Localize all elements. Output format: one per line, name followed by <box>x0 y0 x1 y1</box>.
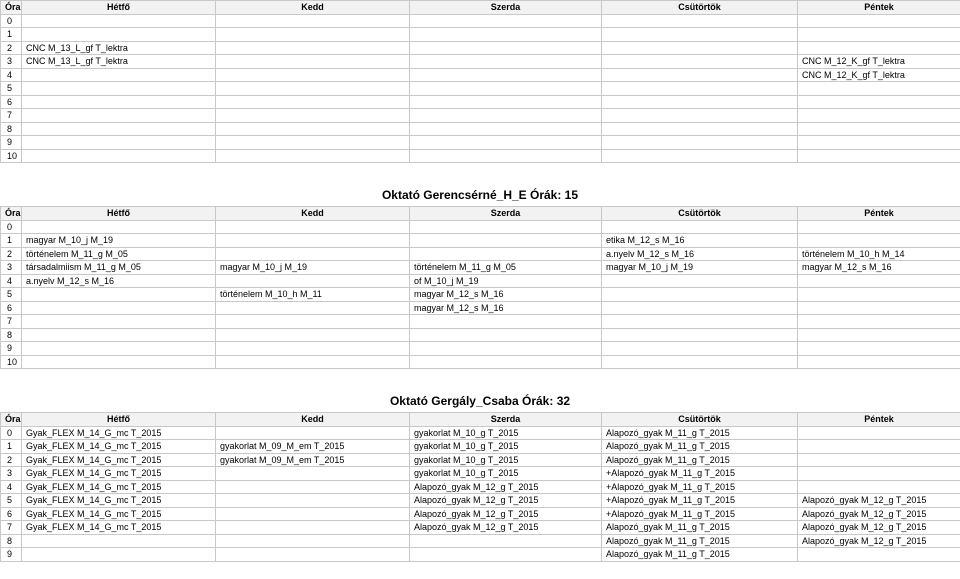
header-cell: Hétfő <box>22 207 216 221</box>
header-cell: Csütörtök <box>602 1 798 15</box>
lesson-cell <box>410 28 602 42</box>
lesson-cell: Alapozó_gyak M_12_g T_2015 <box>798 507 960 521</box>
lesson-cell <box>602 109 798 123</box>
lesson-cell: Gyak_FLEX M_14_G_mc T_2015 <box>22 453 216 467</box>
lesson-cell <box>602 355 798 369</box>
lesson-cell <box>602 274 798 288</box>
lesson-cell <box>216 220 410 234</box>
period-cell: 10 <box>1 355 22 369</box>
period-cell: 7 <box>1 109 22 123</box>
lesson-cell: Gyak_FLEX M_14_G_mc T_2015 <box>22 480 216 494</box>
header-row <box>1 413 960 427</box>
period-cell: 8 <box>1 534 22 548</box>
lesson-cell <box>216 342 410 356</box>
lesson-cell <box>410 342 602 356</box>
period-cell: 6 <box>1 301 22 315</box>
period-cell: 6 <box>1 95 22 109</box>
lesson-cell <box>410 95 602 109</box>
lesson-cell <box>602 95 798 109</box>
header-row <box>1 1 960 15</box>
header-cell: Kedd <box>216 1 410 15</box>
table-row <box>1 288 960 302</box>
header-cell: Péntek <box>798 207 960 221</box>
table-row <box>1 136 960 150</box>
table-row <box>1 355 960 369</box>
lesson-cell: Alapozó_gyak M_11_g T_2015 <box>602 426 798 440</box>
lesson-cell: Alapozó_gyak M_12_g T_2015 <box>410 507 602 521</box>
lesson-cell <box>410 548 602 562</box>
lesson-cell <box>216 534 410 548</box>
lesson-cell <box>216 82 410 96</box>
table-row <box>1 453 960 467</box>
lesson-cell <box>22 328 216 342</box>
period-cell: 4 <box>1 480 22 494</box>
lesson-cell <box>798 355 960 369</box>
lesson-cell <box>602 28 798 42</box>
lesson-cell <box>22 355 216 369</box>
lesson-cell <box>216 328 410 342</box>
timetable-2-body <box>1 207 960 369</box>
period-cell: 8 <box>1 122 22 136</box>
lesson-cell: gyakorlat M_10_g T_2015 <box>410 467 602 481</box>
lesson-cell <box>216 234 410 248</box>
table-row <box>1 315 960 329</box>
period-cell: 5 <box>1 82 22 96</box>
lesson-cell <box>798 82 960 96</box>
lesson-cell <box>602 14 798 28</box>
lesson-cell <box>798 480 960 494</box>
lesson-cell <box>798 342 960 356</box>
lesson-cell <box>216 68 410 82</box>
lesson-cell <box>22 301 216 315</box>
lesson-cell: a.nyelv M_12_s M_16 <box>22 274 216 288</box>
header-cell: Óra <box>1 413 22 427</box>
lesson-cell: +Alapozó_gyak M_11_g T_2015 <box>602 467 798 481</box>
lesson-cell <box>798 301 960 315</box>
table-row <box>1 548 960 562</box>
lesson-cell <box>216 149 410 163</box>
table-row <box>1 480 960 494</box>
lesson-cell: Gyak_FLEX M_14_G_mc T_2015 <box>22 426 216 440</box>
table-row <box>1 521 960 535</box>
period-cell: 4 <box>1 68 22 82</box>
period-cell: 7 <box>1 315 22 329</box>
lesson-cell <box>216 315 410 329</box>
header-cell: Óra <box>1 1 22 15</box>
period-cell: 0 <box>1 14 22 28</box>
header-cell: Hétfő <box>22 1 216 15</box>
table-row <box>1 234 960 248</box>
lesson-cell <box>216 494 410 508</box>
table-row <box>1 55 960 69</box>
lesson-cell <box>798 288 960 302</box>
lesson-cell: gyakorlat M_10_g T_2015 <box>410 453 602 467</box>
lesson-cell <box>602 82 798 96</box>
lesson-cell <box>410 328 602 342</box>
lesson-cell: Gyak_FLEX M_14_G_mc T_2015 <box>22 507 216 521</box>
lesson-cell: Alapozó_gyak M_11_g T_2015 <box>602 521 798 535</box>
lesson-cell: magyar M_10_j M_19 <box>22 234 216 248</box>
period-cell: 9 <box>1 342 22 356</box>
lesson-cell <box>798 136 960 150</box>
timetable-3 <box>0 412 960 562</box>
lesson-cell <box>410 136 602 150</box>
period-cell: 0 <box>1 220 22 234</box>
table-row <box>1 494 960 508</box>
timetable-1-body <box>1 1 960 163</box>
lesson-cell <box>798 14 960 28</box>
lesson-cell: gyakorlat M_10_g T_2015 <box>410 426 602 440</box>
header-cell: Csütörtök <box>602 413 798 427</box>
section-title-row-1 <box>0 163 960 206</box>
lesson-cell: magyar M_10_j M_19 <box>602 261 798 275</box>
lesson-cell <box>602 68 798 82</box>
lesson-cell <box>216 521 410 535</box>
table-row <box>1 342 960 356</box>
lesson-cell <box>216 548 410 562</box>
lesson-cell <box>22 342 216 356</box>
table-row <box>1 274 960 288</box>
header-row <box>1 207 960 221</box>
period-cell: 10 <box>1 149 22 163</box>
lesson-cell <box>798 467 960 481</box>
header-cell: Szerda <box>410 1 602 15</box>
lesson-cell: Alapozó_gyak M_12_g T_2015 <box>798 534 960 548</box>
lesson-cell <box>216 301 410 315</box>
lesson-cell <box>216 426 410 440</box>
lesson-cell <box>22 220 216 234</box>
lesson-cell <box>602 342 798 356</box>
lesson-cell <box>410 149 602 163</box>
lesson-cell <box>216 507 410 521</box>
lesson-cell <box>216 355 410 369</box>
lesson-cell: Alapozó_gyak M_12_g T_2015 <box>410 494 602 508</box>
lesson-cell <box>602 288 798 302</box>
lesson-cell: Alapozó_gyak M_11_g T_2015 <box>602 440 798 454</box>
lesson-cell <box>798 41 960 55</box>
lesson-cell: Gyak_FLEX M_14_G_mc T_2015 <box>22 467 216 481</box>
header-cell: Hétfő <box>22 413 216 427</box>
lesson-cell: a.nyelv M_12_s M_16 <box>602 247 798 261</box>
lesson-cell <box>410 55 602 69</box>
table-row <box>1 28 960 42</box>
lesson-cell: Gyak_FLEX M_14_G_mc T_2015 <box>22 440 216 454</box>
lesson-cell: CNC M_12_K_gf T_lektra <box>798 55 960 69</box>
lesson-cell: gyakorlat M_10_g T_2015 <box>410 440 602 454</box>
lesson-cell <box>216 247 410 261</box>
lesson-cell <box>798 440 960 454</box>
lesson-cell <box>216 480 410 494</box>
lesson-cell <box>602 301 798 315</box>
lesson-cell <box>22 149 216 163</box>
lesson-cell <box>22 288 216 302</box>
lesson-cell <box>22 28 216 42</box>
table-row <box>1 220 960 234</box>
lesson-cell: Alapozó_gyak M_11_g T_2015 <box>602 548 798 562</box>
lesson-cell <box>602 220 798 234</box>
table-row <box>1 467 960 481</box>
lesson-cell: gyakorlat M_09_M_em T_2015 <box>216 453 410 467</box>
lesson-cell <box>602 122 798 136</box>
lesson-cell: Alapozó_gyak M_11_g T_2015 <box>602 453 798 467</box>
period-cell: 1 <box>1 234 22 248</box>
lesson-cell <box>410 534 602 548</box>
period-cell: 8 <box>1 328 22 342</box>
lesson-cell <box>216 467 410 481</box>
lesson-cell <box>798 149 960 163</box>
lesson-cell <box>798 109 960 123</box>
table-row <box>1 261 960 275</box>
lesson-cell <box>602 55 798 69</box>
lesson-cell: of M_10_j M_19 <box>410 274 602 288</box>
lesson-cell <box>798 426 960 440</box>
lesson-cell: magyar M_12_s M_16 <box>798 261 960 275</box>
lesson-cell <box>410 315 602 329</box>
table-row <box>1 68 960 82</box>
lesson-cell <box>798 453 960 467</box>
lesson-cell <box>410 14 602 28</box>
lesson-cell: gyakorlat M_09_M_em T_2015 <box>216 440 410 454</box>
period-cell: 5 <box>1 494 22 508</box>
lesson-cell <box>798 28 960 42</box>
lesson-cell: +Alapozó_gyak M_11_g T_2015 <box>602 494 798 508</box>
lesson-cell: magyar M_12_s M_16 <box>410 301 602 315</box>
header-cell: Szerda <box>410 413 602 427</box>
lesson-cell <box>602 41 798 55</box>
lesson-cell: CNC M_12_K_gf T_lektra <box>798 68 960 82</box>
lesson-cell <box>216 28 410 42</box>
lesson-cell: történelem M_11_g M_05 <box>410 261 602 275</box>
period-cell: 3 <box>1 261 22 275</box>
table-row <box>1 82 960 96</box>
header-cell: Szerda <box>410 207 602 221</box>
section-title-row-2 <box>0 369 960 412</box>
lesson-cell <box>602 136 798 150</box>
timetable-3-body <box>1 413 960 562</box>
period-cell: 2 <box>1 41 22 55</box>
section-title-gerencserne: Oktató Gerencsérné_H_E Órák: 15 <box>381 188 579 202</box>
lesson-cell: társadalmiism M_11_g M_05 <box>22 261 216 275</box>
period-cell: 7 <box>1 521 22 535</box>
lesson-cell <box>22 82 216 96</box>
lesson-cell <box>410 68 602 82</box>
lesson-cell <box>216 136 410 150</box>
lesson-cell: etika M_12_s M_16 <box>602 234 798 248</box>
period-cell: 0 <box>1 426 22 440</box>
lesson-cell: történelem M_11_g M_05 <box>22 247 216 261</box>
header-cell: Péntek <box>798 413 960 427</box>
lesson-cell: Alapozó_gyak M_12_g T_2015 <box>410 521 602 535</box>
table-row <box>1 440 960 454</box>
lesson-cell: +Alapozó_gyak M_11_g T_2015 <box>602 507 798 521</box>
lesson-cell: magyar M_12_s M_16 <box>410 288 602 302</box>
lesson-cell: Alapozó_gyak M_12_g T_2015 <box>798 521 960 535</box>
table-row <box>1 149 960 163</box>
lesson-cell <box>798 548 960 562</box>
header-cell: Péntek <box>798 1 960 15</box>
header-cell: Óra <box>1 207 22 221</box>
timetable-2 <box>0 206 960 369</box>
lesson-cell: történelem M_10_h M_14 <box>798 247 960 261</box>
period-cell: 1 <box>1 440 22 454</box>
header-cell: Kedd <box>216 207 410 221</box>
lesson-cell <box>410 247 602 261</box>
lesson-cell <box>602 328 798 342</box>
lesson-cell <box>216 41 410 55</box>
section-title-gergaly: Oktató Gergály_Csaba Órák: 32 <box>389 394 571 408</box>
lesson-cell: +Alapozó_gyak M_11_g T_2015 <box>602 480 798 494</box>
period-cell: 4 <box>1 274 22 288</box>
header-cell: Csütörtök <box>602 207 798 221</box>
lesson-cell: CNC M_13_L_gf T_lektra <box>22 41 216 55</box>
lesson-cell <box>22 109 216 123</box>
lesson-cell <box>410 41 602 55</box>
lesson-cell <box>410 234 602 248</box>
lesson-cell <box>798 234 960 248</box>
table-row <box>1 534 960 548</box>
lesson-cell <box>216 122 410 136</box>
lesson-cell <box>410 122 602 136</box>
table-row <box>1 247 960 261</box>
period-cell: 1 <box>1 28 22 42</box>
lesson-cell <box>216 55 410 69</box>
lesson-cell <box>798 95 960 109</box>
lesson-cell <box>22 534 216 548</box>
lesson-cell: Alapozó_gyak M_12_g T_2015 <box>410 480 602 494</box>
lesson-cell <box>798 220 960 234</box>
table-row <box>1 507 960 521</box>
period-cell: 3 <box>1 55 22 69</box>
lesson-cell: történelem M_10_h M_11 <box>216 288 410 302</box>
table-row <box>1 328 960 342</box>
period-cell: 6 <box>1 507 22 521</box>
lesson-cell <box>410 109 602 123</box>
lesson-cell: Alapozó_gyak M_11_g T_2015 <box>602 534 798 548</box>
lesson-cell: Alapozó_gyak M_12_g T_2015 <box>798 494 960 508</box>
lesson-cell <box>22 68 216 82</box>
lesson-cell <box>410 355 602 369</box>
lesson-cell <box>410 220 602 234</box>
lesson-cell <box>798 122 960 136</box>
table-row <box>1 426 960 440</box>
lesson-cell <box>216 274 410 288</box>
table-row <box>1 122 960 136</box>
period-cell: 2 <box>1 247 22 261</box>
lesson-cell <box>216 109 410 123</box>
lesson-cell: Gyak_FLEX M_14_G_mc T_2015 <box>22 494 216 508</box>
table-row <box>1 109 960 123</box>
lesson-cell <box>22 136 216 150</box>
lesson-cell <box>22 14 216 28</box>
table-row <box>1 41 960 55</box>
lesson-cell <box>798 274 960 288</box>
lesson-cell <box>798 328 960 342</box>
timetable-1 <box>0 0 960 163</box>
period-cell: 5 <box>1 288 22 302</box>
period-cell: 2 <box>1 453 22 467</box>
lesson-cell <box>410 82 602 96</box>
lesson-cell: magyar M_10_j M_19 <box>216 261 410 275</box>
lesson-cell <box>602 315 798 329</box>
lesson-cell <box>22 122 216 136</box>
period-cell: 3 <box>1 467 22 481</box>
lesson-cell <box>216 14 410 28</box>
lesson-cell: CNC M_13_L_gf T_lektra <box>22 55 216 69</box>
period-cell: 9 <box>1 548 22 562</box>
period-cell: 9 <box>1 136 22 150</box>
lesson-cell <box>602 149 798 163</box>
lesson-cell: Gyak_FLEX M_14_G_mc T_2015 <box>22 521 216 535</box>
header-cell: Kedd <box>216 413 410 427</box>
lesson-cell <box>798 315 960 329</box>
table-row <box>1 14 960 28</box>
lesson-cell <box>22 95 216 109</box>
lesson-cell <box>22 548 216 562</box>
table-row <box>1 95 960 109</box>
lesson-cell <box>22 315 216 329</box>
table-row <box>1 301 960 315</box>
lesson-cell <box>216 95 410 109</box>
